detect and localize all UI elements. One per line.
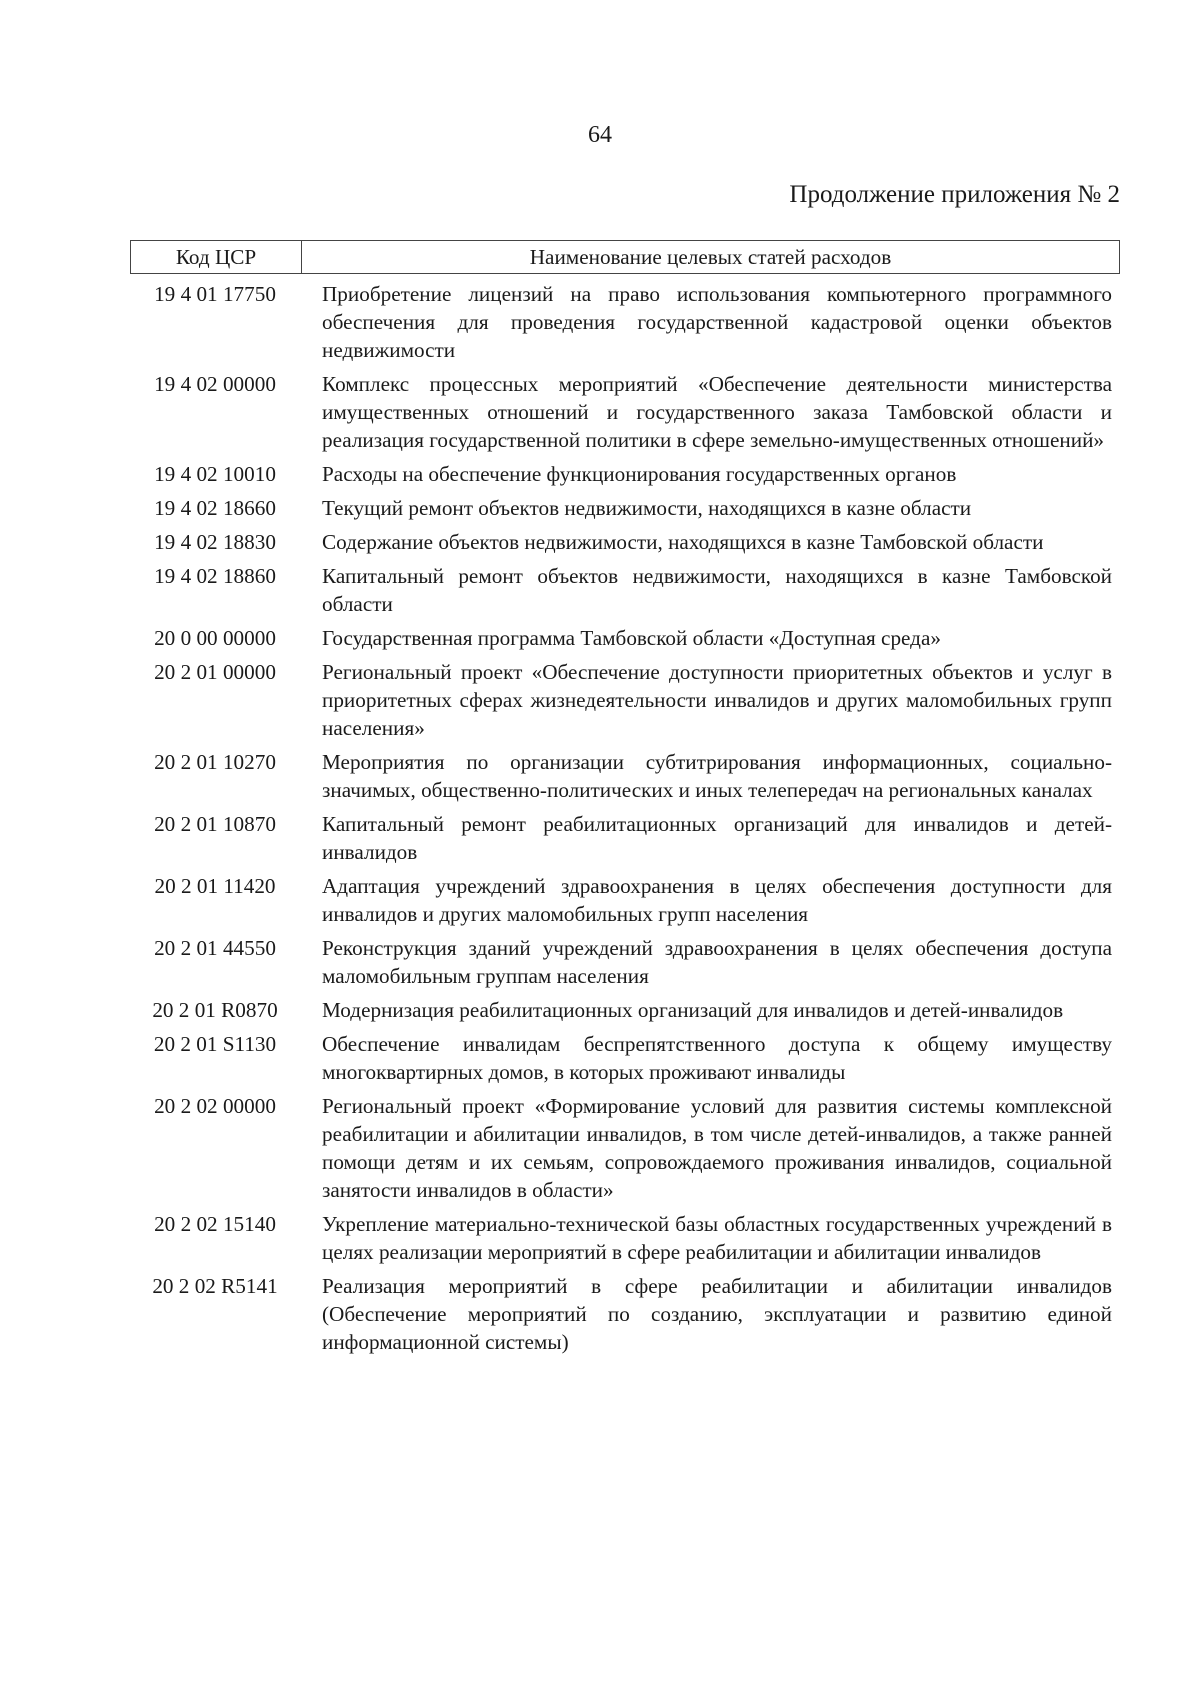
table-row	[130, 934, 1120, 990]
row-code: 20 2 01 10270	[154, 750, 276, 774]
row-code: 19 4 02 18860	[154, 564, 276, 588]
row-description: Региональный проект «Обеспечение доступности приоритетных объектов и услуг в приоритетных сферах жизнедеятельности инвалидов и других маломобильных групп населения»	[322, 660, 1112, 740]
row-code: 20 2 01 11420	[154, 874, 276, 898]
row-description: Капитальный ремонт объектов недвижимости, находящихся в казне Тамбовской области	[322, 564, 1112, 616]
table-row	[130, 624, 1120, 652]
table-row	[130, 1272, 1120, 1356]
row-description: Приобретение лицензий на право использования компьютерного программного обеспечения для проведения государственной кадастровой оценки объектов недвижимости	[322, 282, 1112, 362]
table-row	[130, 280, 1120, 364]
row-description: Реконструкция зданий учреждений здравоохранения в целях обеспечения доступа маломобильным группам населения	[322, 936, 1112, 988]
row-code: 20 2 01 10870	[154, 812, 276, 836]
row-code: 20 2 02 R5141	[152, 1274, 278, 1298]
row-code: 19 4 01 17750	[154, 282, 276, 306]
table-row	[130, 528, 1120, 556]
row-description: Адаптация учреждений здравоохранения в целях обеспечения доступности для инвалидов и других маломобильных групп населения	[322, 874, 1112, 926]
page-number: 64	[588, 122, 612, 148]
table-row	[130, 872, 1120, 928]
table-body	[130, 280, 1120, 1356]
header-name: Наименование целевых статей расходов	[529, 245, 892, 269]
row-description: Государственная программа Тамбовской области «Доступная среда»	[322, 626, 941, 650]
table-row	[130, 494, 1120, 522]
row-description: Комплекс процессных мероприятий «Обеспечение деятельности министерства имущественных отношений и государственного заказа Тамбовской области и реализация государственной политики в сфере земельно-имущественных отношений»	[322, 372, 1112, 452]
row-code: 20 2 01 S1130	[153, 1032, 277, 1056]
row-code: 20 2 01 44550	[154, 936, 276, 960]
appendix-continuation-title: Продолжение приложения № 2	[789, 181, 1120, 208]
row-code: 19 4 02 18660	[154, 496, 276, 520]
row-description: Реализация мероприятий в сфере реабилитации и абилитации инвалидов (Обеспечение мероприятий по созданию, эксплуатации и развитию единой информационной системы)	[322, 1274, 1112, 1354]
table-row	[130, 1030, 1120, 1086]
table-row	[130, 370, 1120, 454]
row-description: Региональный проект «Формирование условий для развития системы комплексной реабилитации и абилитации инвалидов, в том числе детей-инвалидов, а также ранней помощи детям и их семьям, сопровождаемого проживания инвалидов, социальной занятости инвалидов в области»	[322, 1094, 1112, 1202]
row-description: Текущий ремонт объектов недвижимости, находящихся в казне области	[322, 496, 972, 520]
row-description: Модернизация реабилитационных организаций для инвалидов и детей-инвалидов	[322, 998, 1064, 1022]
table-row	[130, 748, 1120, 804]
table-row	[130, 460, 1120, 488]
table-row	[130, 658, 1120, 742]
table-row	[130, 1092, 1120, 1204]
budget-codes-table	[130, 240, 1120, 1362]
row-description: Капитальный ремонт реабилитационных организаций для инвалидов и детей-инвалидов	[322, 812, 1112, 864]
row-description: Содержание объектов недвижимости, находящихся в казне Тамбовской области	[322, 530, 1044, 554]
table-row	[130, 810, 1120, 866]
table-row	[130, 1210, 1120, 1266]
table-row	[130, 996, 1120, 1024]
header-code: Код ЦСР	[131, 241, 302, 273]
row-code: 20 2 01 00000	[154, 660, 276, 684]
row-code: 20 0 00 00000	[154, 626, 276, 650]
row-description: Мероприятия по организации субтитрирования информационных, социально-значимых, общественно-политических и иных телепередач на региональных каналах	[322, 750, 1112, 802]
row-code: 20 2 02 15140	[154, 1212, 276, 1236]
row-code: 20 2 01 R0870	[152, 998, 278, 1022]
row-code: 20 2 02 00000	[154, 1094, 276, 1118]
row-description: Укрепление материально-технической базы областных государственных учреждений в целях реализации мероприятий в сфере реабилитации и абилитации инвалидов	[322, 1212, 1112, 1264]
table-row	[130, 562, 1120, 618]
row-code: 19 4 02 18830	[154, 530, 276, 554]
row-description: Обеспечение инвалидам беспрепятственного доступа к общему имуществу многоквартирных домов, в которых проживают инвалиды	[322, 1032, 1112, 1084]
row-code: 19 4 02 00000	[154, 372, 276, 396]
row-code: 19 4 02 10010	[154, 462, 276, 486]
row-description: Расходы на обеспечение функционирования государственных органов	[322, 462, 957, 486]
table-header	[130, 240, 1120, 274]
